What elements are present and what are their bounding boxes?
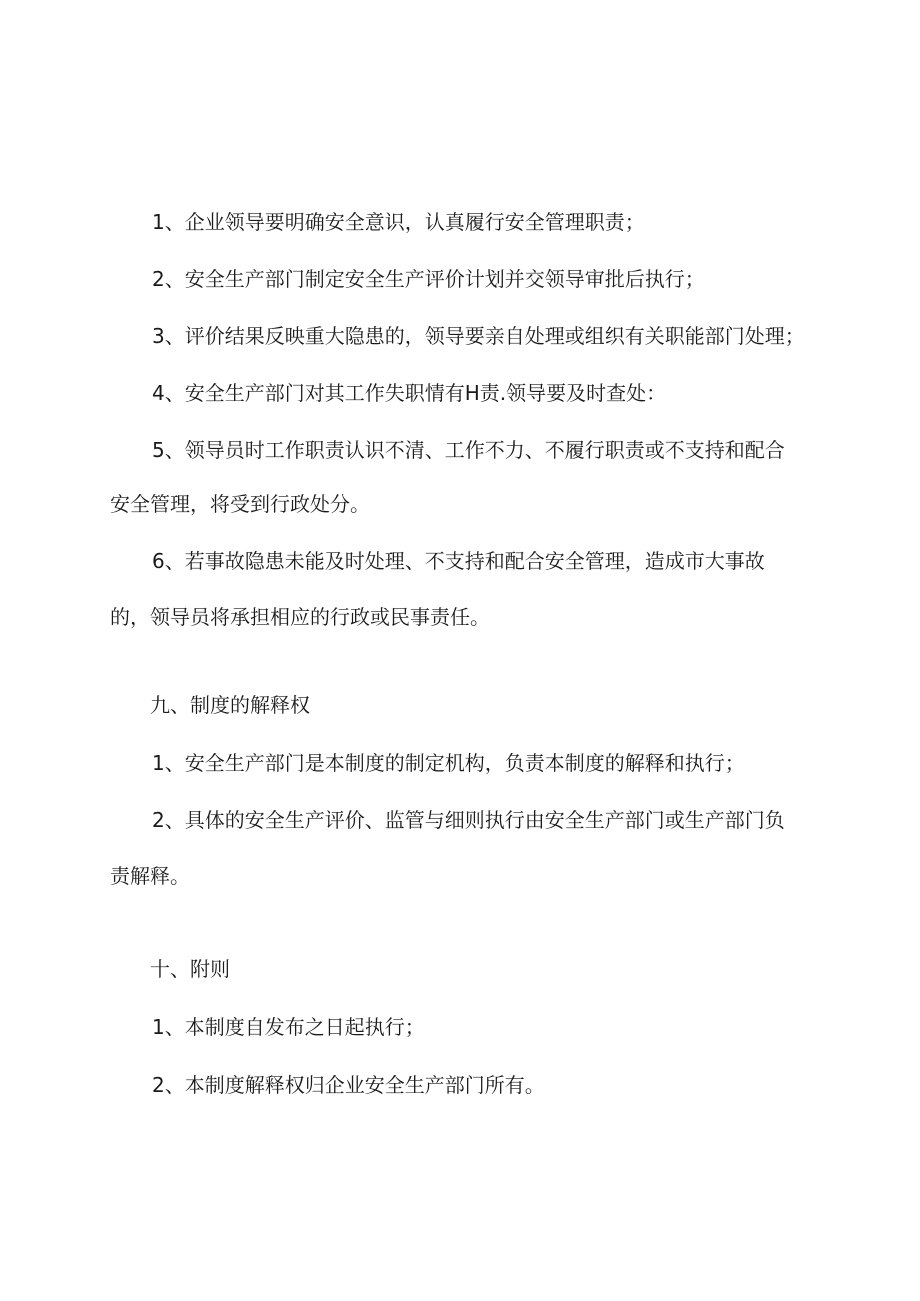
section8-item-1: 1、企业领导要明确安全意识，认真履行安全管理职责； — [152, 210, 645, 234]
section8-item-4: 4、安全生产部门对其工作失职情有H责.领导要及时查处： — [152, 381, 667, 405]
section9-item-2-cont: 责解释。 — [110, 864, 190, 888]
section10-item-1: 1、本制度自发布之日起执行； — [152, 1015, 425, 1039]
section8-item-6-cont: 的，领导员将承担相应的行政或民事责任。 — [110, 605, 490, 629]
section8-item-6: 6、若事故隐患未能及时处理、不支持和配合安全管理，造成市大事故 — [152, 549, 765, 573]
section8-item-2: 2、安全生产部门制定安全生产评价计划并交领导审批后执行； — [152, 267, 705, 291]
section8-item-3: 3、评价结果反映重大隐患的，领导要亲自处理或组织有关职能部门处理； — [152, 324, 805, 348]
section8-item-5-cont: 安全管理，将受到行政处分。 — [110, 492, 370, 516]
section9-title: 九、制度的解释权 — [150, 693, 310, 717]
section9-item-2: 2、具体的安全生产评价、监管与细则执行由安全生产部门或生产部门负 — [152, 808, 785, 832]
section10-item-2: 2、本制度解释权归企业安全生产部门所有。 — [152, 1073, 545, 1097]
section8-item-5: 5、领导员时工作职责认识不清、工作不力、不履行职责或不支持和配合 — [152, 438, 785, 462]
section9-item-1: 1、安全生产部门是本制度的制定机构，负责本制度的解释和执行； — [152, 751, 745, 775]
section10-title: 十、附则 — [150, 957, 230, 981]
